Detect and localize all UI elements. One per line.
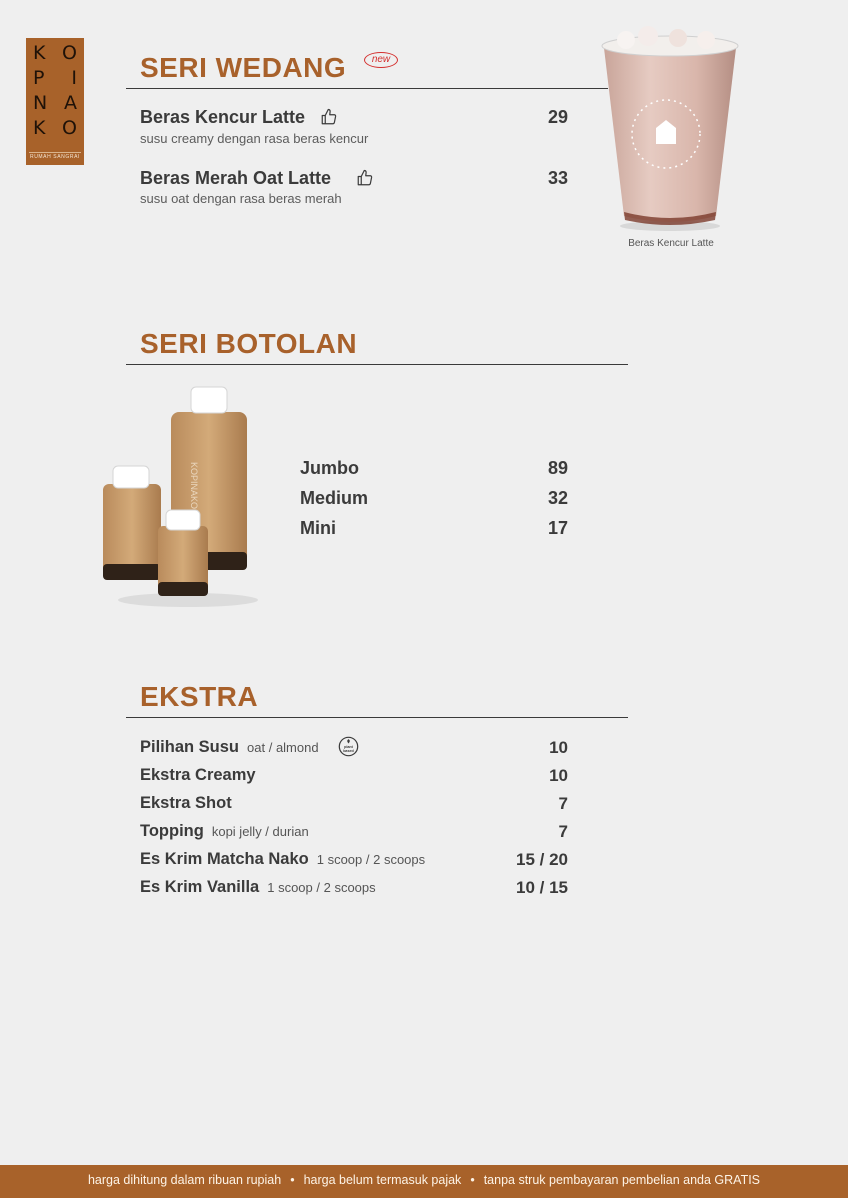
menu-item-name: Jumbo [300, 458, 360, 478]
menu-item-price: 33 [547, 168, 568, 188]
menu-item-name [140, 738, 319, 757]
extra-label: Pilihan Susu [140, 738, 240, 756]
thumbs-up-icon [356, 169, 374, 187]
menu-item-description: susu creamy dengan rasa beras kencur [140, 131, 369, 146]
menu-item-price: 15 / 20 [516, 850, 568, 869]
logo-letter: A [64, 92, 77, 114]
logo-letter: O [62, 117, 77, 139]
menu-item-name [140, 878, 376, 897]
logo-letter: O [62, 42, 77, 64]
footer-separator: • [470, 1173, 475, 1187]
menu-item-name [140, 766, 256, 785]
plant-icon-text: based [343, 748, 354, 753]
new-badge: new [364, 52, 398, 68]
logo-row [26, 91, 84, 116]
footer-bar [0, 1165, 848, 1198]
extra-note: kopi jelly / durian [211, 824, 309, 839]
extra-label: Es Krim Matcha Nako [140, 850, 309, 868]
extra-note: 1 scoop / 2 scoops [267, 880, 376, 895]
extra-note: 1 scoop / 2 scoops [316, 852, 426, 867]
logo-letter: K [33, 117, 46, 139]
footer-note: harga dihitung dalam ribuan rupiah [87, 1173, 282, 1187]
menu-item-name [140, 794, 232, 813]
menu-item-price: 10 [549, 738, 568, 757]
logo-letter: K [33, 42, 46, 64]
menu-item-name [140, 850, 425, 869]
menu-item-name: Mini [300, 518, 336, 538]
menu-item-name: Beras Merah Oat Latte [140, 168, 332, 188]
menu-item-name [140, 822, 309, 841]
menu-item-price: 29 [547, 107, 568, 127]
image-caption: Beras Kencur Latte [628, 238, 714, 249]
menu-item-price: 10 [549, 766, 568, 785]
menu-item-name: Beras Kencur Latte [140, 107, 306, 127]
latte-cup-image [596, 26, 744, 236]
kopinako-logo [26, 38, 84, 165]
menu-item-price: 7 [558, 794, 568, 813]
menu-item-price: 89 [547, 458, 568, 478]
extra-label: Ekstra Creamy [140, 766, 256, 784]
bottles-image [98, 382, 268, 612]
menu-item-price: 17 [547, 518, 568, 538]
menu-item-price: 10 / 15 [516, 878, 568, 897]
logo-tagline: RUMAH SANGRAI [29, 154, 81, 160]
footer-note: tanpa struk pembayaran pembelian anda GRATIS [483, 1173, 761, 1187]
logo-row [26, 41, 84, 66]
menu-item-price: 32 [547, 488, 568, 508]
menu-item-name: Medium [300, 488, 369, 508]
menu-item-description: susu oat dengan rasa beras merah [140, 191, 342, 206]
logo-row [26, 66, 84, 91]
extra-label: Es Krim Vanilla [140, 878, 260, 896]
logo-letter: P [33, 67, 45, 89]
menu-item-price: 7 [558, 822, 568, 841]
plant-based-icon [338, 736, 359, 757]
footer-note: harga belum termasuk pajak [303, 1173, 462, 1187]
logo-letter: N [33, 92, 48, 114]
section-title-wedang: SERI WEDANG [140, 52, 347, 83]
thumbs-up-icon [320, 108, 338, 126]
section-divider [126, 88, 608, 89]
plant-icon-text: plant [344, 744, 353, 749]
section-divider [126, 717, 628, 718]
section-title-ekstra: EKSTRA [140, 681, 259, 712]
footer-separator: • [290, 1173, 295, 1187]
logo-row [26, 116, 84, 141]
extra-label: Ekstra Shot [140, 794, 232, 812]
extra-label: Topping [140, 822, 204, 840]
section-title-botolan: SERI BOTOLAN [140, 328, 358, 359]
bottle-label: KOPINAKO [189, 462, 199, 510]
section-divider [126, 364, 628, 365]
extra-note: oat / almond [247, 740, 319, 755]
logo-letter: I [71, 67, 77, 89]
